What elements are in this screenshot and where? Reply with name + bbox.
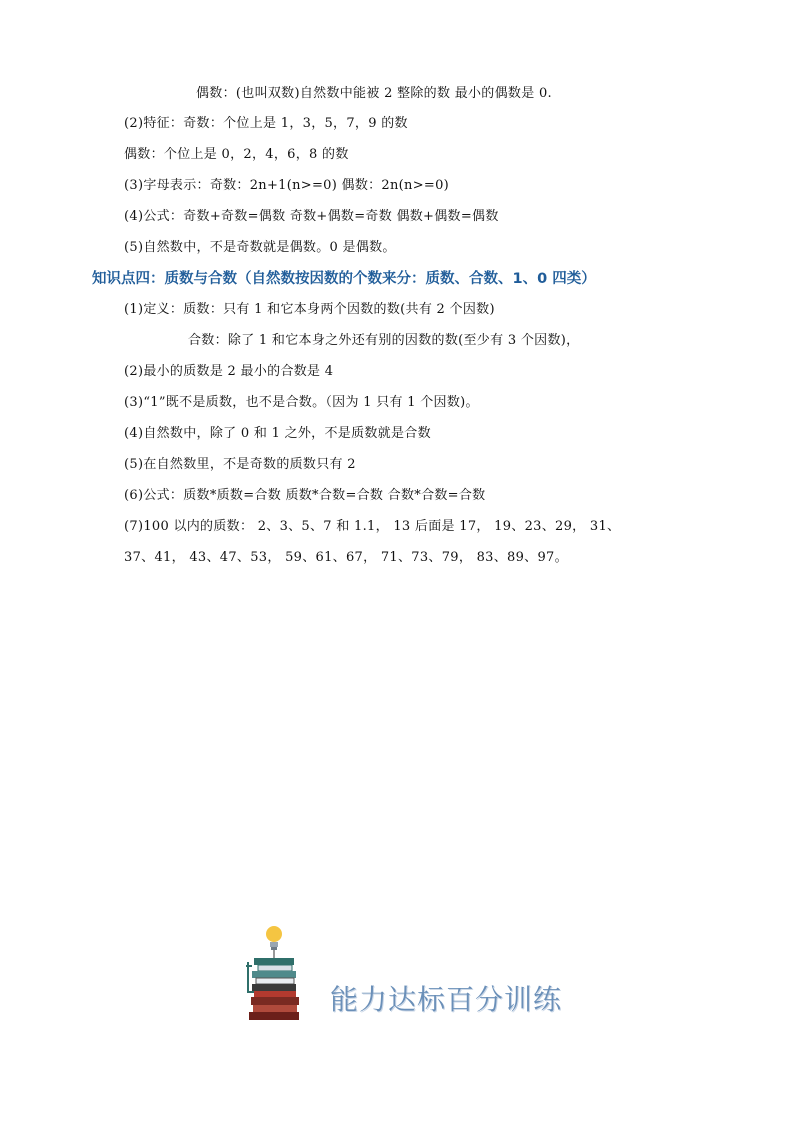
footer-title: 能力达标百分训练	[330, 983, 563, 1016]
line-prime-formulas: (6)公式：质数*质数=合数 质数*合数=合数 合数*合数=合数	[124, 488, 486, 503]
line-composite-definition: 合数：除了 1 和它本身之外还有别的因数的数(至少有 3 个因数)，	[188, 333, 580, 348]
books-lightbulb-icon	[246, 922, 316, 1022]
line-primes-under-100: (7)100 以内的质数： 2、3、5、7 和 1.1， 13 后面是 17， 19、23、29， 31、	[124, 519, 621, 534]
line-primes-under-100-cont: 37、41， 43、47、53， 59、61、67， 71、73、79， 83、89、97。	[124, 550, 568, 565]
line-features: (2)特征：奇数：个位上是 1，3，5，7，9 的数	[124, 116, 408, 131]
section-heading: 知识点四：质数与合数（自然数按因数的个数来分：质数、合数、1、0 四类）	[92, 271, 596, 287]
line-one-neither: (3)“1”既不是质数，也不是合数。（因为 1 只有 1 个因数)。	[124, 395, 479, 410]
line-smallest-prime: (2)最小的质数是 2 最小的合数是 4	[124, 364, 334, 379]
line-natural-numbers: (5)自然数中，不是奇数就是偶数。0 是偶数。	[124, 240, 396, 255]
line-even-feature: 偶数：个位上是 0，2，4，6，8 的数	[124, 147, 349, 162]
line-even-definition: 偶数：(也叫双数)自然数中能被 2 整除的数 最小的偶数是 0.	[196, 86, 552, 101]
line-formulas: (4)公式：奇数+奇数=偶数 奇数+偶数=奇数 偶数+偶数=偶数	[124, 209, 499, 224]
line-even-prime: (5)在自然数里，不是奇数的质数只有 2	[124, 457, 356, 472]
line-prime-or-composite: (4)自然数中，除了 0 和 1 之外，不是质数就是合数	[124, 426, 431, 441]
line-letter-representation: (3)字母表示：奇数：2n+1(n>=0) 偶数：2n(n>=0)	[124, 178, 450, 193]
line-prime-definition: (1)定义：质数：只有 1 和它本身两个因数的数(共有 2 个因数)	[124, 302, 495, 317]
